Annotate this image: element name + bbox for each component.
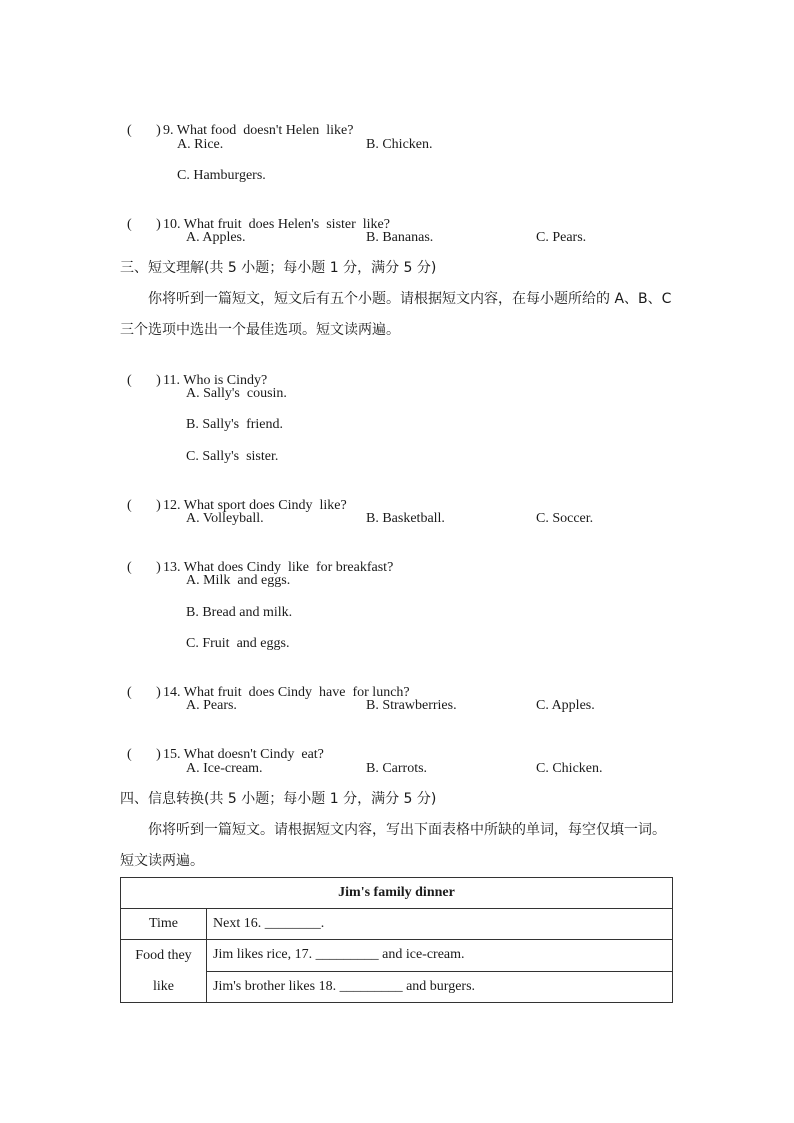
- row-label-food: [121, 940, 207, 1003]
- answer-blank[interactable]: ( ): [127, 560, 161, 575]
- option-a: A. Volleyball.: [186, 511, 264, 526]
- section-3-heading: 三、短文理解(共 5 小题；每小题 1 分，满分 5 分): [120, 260, 437, 276]
- answer-blank[interactable]: ( ): [127, 498, 161, 513]
- table-row: [121, 909, 673, 940]
- info-table: [120, 877, 673, 1003]
- option-b: B. Sally's friend.: [186, 417, 284, 432]
- option-a: A. Ice-cream.: [186, 761, 263, 776]
- answer-blank[interactable]: ( ): [127, 123, 161, 138]
- option-a: A. Rice.: [177, 137, 224, 152]
- option-c: C. Chicken.: [536, 761, 603, 776]
- question-text: 11. Who is Cindy?: [163, 373, 268, 388]
- question-15: [120, 728, 324, 764]
- option-c: C. Sally's sister.: [186, 449, 279, 464]
- row-label-time: Time: [121, 909, 207, 940]
- question-text: 12. What sport does Cindy like?: [163, 498, 347, 513]
- option-b: B. Basketball.: [366, 511, 445, 526]
- question-10: [120, 198, 390, 234]
- option-a: A. Milk and eggs.: [186, 573, 291, 588]
- answer-blank[interactable]: ( ): [127, 685, 161, 700]
- option-c: C. Hamburgers.: [177, 168, 266, 183]
- option-c: C. Soccer.: [536, 511, 594, 526]
- option-b: B. Bread and milk.: [186, 605, 293, 620]
- table-title: Jim's family dinner: [121, 878, 673, 909]
- option-b: B. Carrots.: [366, 761, 428, 776]
- option-a: A. Pears.: [186, 698, 237, 713]
- option-c: C. Apples.: [536, 698, 595, 713]
- answer-blank[interactable]: ( ): [127, 747, 161, 762]
- option-a: A. Apples.: [186, 230, 246, 245]
- question-text: 15. What doesn't Cindy eat?: [163, 747, 324, 762]
- question-text: 14. What fruit does Cindy have for lunch?: [163, 685, 410, 700]
- section-4-instruction: 你将听到一篇短文。请根据短文内容，写出下面表格中所缺的单词，每空仅填一词。短文读两遍。: [120, 822, 666, 869]
- table-title-row: [121, 878, 673, 909]
- option-c: C. Fruit and eggs.: [186, 636, 290, 651]
- answer-blank[interactable]: ( ): [127, 373, 161, 388]
- question-text: 13. What does Cindy like for breakfast?: [163, 560, 394, 575]
- option-b: B. Strawberries.: [366, 698, 457, 713]
- table-row: [121, 940, 673, 972]
- row-label-food-line2: like: [153, 979, 174, 994]
- option-c: C. Pears.: [536, 230, 587, 245]
- answer-blank[interactable]: ( ): [127, 217, 161, 232]
- row-value-brother[interactable]: Jim's brother likes 18. _________ and burgers.: [207, 971, 673, 1003]
- row-label-food-line1: Food they: [135, 948, 192, 963]
- section-4-heading: 四、信息转换(共 5 小题；每小题 1 分，满分 5 分): [120, 791, 437, 807]
- section-3-instruction: 你将听到一篇短文，短文后有五个小题。请根据短文内容，在每小题所给的 A、B、C 三个选项中选出一个最佳选项。短文读两遍。: [120, 291, 672, 338]
- question-text: 10. What fruit does Helen's sister like?: [163, 217, 390, 232]
- option-a: A. Sally's cousin.: [186, 386, 287, 401]
- option-b: B. Chicken.: [366, 137, 433, 152]
- question-9: [120, 104, 353, 140]
- question-text: 9. What food doesn't Helen like?: [163, 123, 354, 138]
- option-b: B. Bananas.: [366, 230, 434, 245]
- row-value-time[interactable]: Next 16. ________.: [207, 909, 673, 940]
- row-value-jim[interactable]: Jim likes rice, 17. _________ and ice-cream.: [207, 940, 673, 972]
